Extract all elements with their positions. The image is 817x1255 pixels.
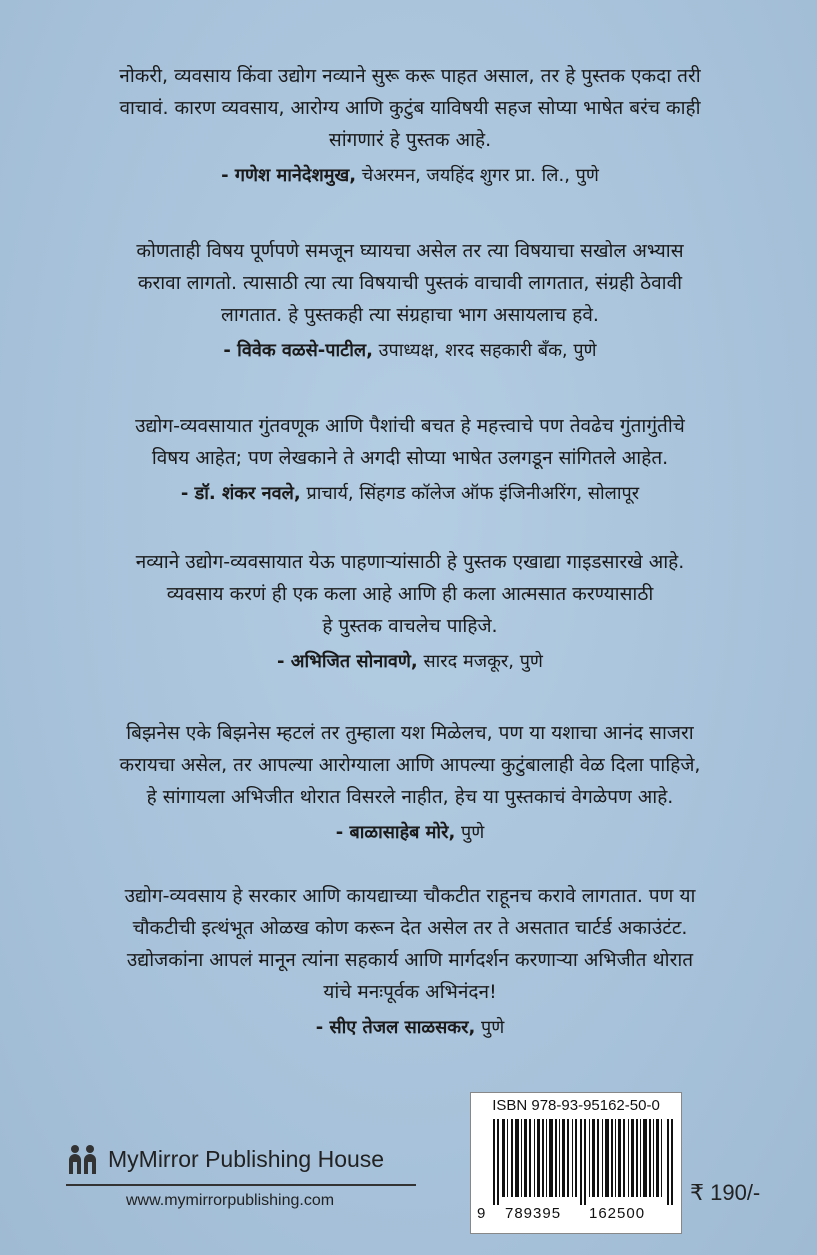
publisher-divider: [66, 1184, 416, 1186]
testimonial-line: व्यवसाय करणं ही एक कला आहे आणि ही कला आत्मसात करण्यासाठी: [166, 583, 654, 605]
publisher-url[interactable]: www.mymirrorpublishing.com: [126, 1192, 335, 1209]
barcode-bars: [493, 1119, 673, 1205]
testimonial-line: उद्योग-व्यवसाय हे सरकार आणि कायद्याच्या चौकटीत राहूनच करावे लागतात. पण या: [124, 885, 696, 907]
testimonial-line: चौकटीची इत्थंभूत ओळख कोण करून देत असेल तर ते असतात चार्टर्ड अकाउंटंट.: [132, 917, 688, 939]
testimonial-line: नोकरी, व्यवसाय किंवा उद्योग नव्याने सुरू करू पाहत असाल, तर हे पुस्तक एकदा तरी: [119, 65, 701, 87]
testimonial-attribution: [60, 162, 760, 190]
isbn-number: ISBN 978-93-95162-50-0: [492, 1097, 660, 1114]
testimonial-5: [60, 717, 760, 847]
testimonial-line: सांगणारं हे पुस्तक आहे.: [328, 129, 492, 151]
barcode-digit-first: 9: [477, 1205, 486, 1222]
barcode-digits-left: 789395: [505, 1205, 562, 1222]
testimonial-line: कोणताही विषय पूर्णपणे समजून घ्यायचा असेल तर त्या विषयाचा सखोल अभ्यास: [136, 240, 684, 262]
testimonial-author-detail: चेअरमन, जयहिंद शुगर प्रा. लि., पुणे: [356, 165, 599, 186]
testimonial-4: [60, 546, 760, 676]
testimonial-1: [60, 60, 760, 190]
testimonial-line: वाचावं. कारण व्यवसाय, आरोग्य आणि कुटुंब याविषयी सहज सोप्या भाषेत बरंच काही: [119, 97, 701, 119]
testimonial-author-detail: पुणे: [455, 822, 485, 843]
testimonial-6: [60, 880, 760, 1042]
testimonial-line: उद्योग-व्यवसायात गुंतवणूक आणि पैशांची बचत हे महत्त्वाचे पण तेवढेच गुंतागुंतीचे: [135, 415, 685, 437]
testimonial-author: - अभिजित सोनावणे,: [277, 651, 418, 672]
testimonial-author: - विवेक वळसे-पाटील,: [223, 340, 373, 361]
testimonial-attribution: [60, 480, 760, 508]
people-logo-icon: [66, 1142, 100, 1176]
testimonial-author: - बाळासाहेब मोरे,: [335, 822, 456, 843]
testimonial-line: नव्याने उद्योग-व्यवसायात येऊ पाहणाऱ्यांसाठी हे पुस्तक एखाद्या गाइडसारखे आहे.: [135, 551, 685, 573]
testimonial-line: यांचे मनःपूर्वक अभिनंदन!: [323, 981, 497, 1003]
isbn-barcode: [470, 1092, 682, 1234]
publisher-name: MyMirror Publishing House: [108, 1145, 385, 1172]
testimonial-author-detail: उपाध्यक्ष, शरद सहकारी बँक, पुणे: [372, 340, 597, 361]
testimonial-author: - गणेश मानेदेशमुख,: [221, 165, 357, 186]
testimonial-line: उद्योजकांना आपलं मानून त्यांना सहकार्य आणि मार्गदर्शन करणाऱ्या अभिजीत थोरात: [126, 949, 694, 971]
testimonial-2: [60, 235, 760, 365]
testimonial-3: [60, 410, 760, 508]
testimonial-attribution: [60, 819, 760, 847]
testimonial-author: - सीए तेजल साळसकर,: [315, 1017, 476, 1038]
testimonial-line: करावा लागतो. त्यासाठी त्या त्या विषयाची पुस्तकं वाचावी लागतात, संग्रही ठेवावी: [137, 272, 683, 294]
price-label: ₹ 190/-: [690, 1180, 761, 1205]
testimonial-author-detail: सारद मजकूर, पुणे: [417, 651, 543, 672]
testimonial-line: लागतात. हे पुस्तकही त्या संग्रहाचा भाग असायलाच हवे.: [221, 304, 599, 326]
testimonial-line: हे सांगायला अभिजीत थोरात विसरले नाहीत, हेच या पुस्तकाचं वेगळेपण आहे.: [146, 786, 674, 808]
publisher-block: [66, 1142, 426, 1210]
testimonial-attribution: [60, 337, 760, 365]
testimonial-author-detail: प्राचार्य, सिंहगड कॉलेज ऑफ इंजिनीअरिंग, सोलापूर: [300, 483, 640, 504]
barcode-digits-right: 162500: [589, 1205, 646, 1222]
testimonial-line: हे पुस्तक वाचलेच पाहिजे.: [322, 615, 498, 637]
testimonial-attribution: [60, 1014, 760, 1042]
testimonial-line: बिझनेस एके बिझनेस म्हटलं तर तुम्हाला यश मिळेलच, पण या यशाचा आनंद साजरा: [126, 722, 694, 744]
testimonial-author-detail: पुणे: [475, 1017, 505, 1038]
testimonial-attribution: [60, 648, 760, 676]
testimonial-line: विषय आहेत; पण लेखकाने ते अगदी सोप्या भाषेत उलगडून सांगितले आहेत.: [151, 447, 669, 469]
testimonial-author: - डॉ. शंकर नवले,: [180, 483, 301, 504]
publisher-logo-row: [66, 1142, 426, 1176]
testimonial-line: करायचा असेल, तर आपल्या आरोग्याला आणि आपल्या कुटुंबालाही वेळ दिला पाहिजे,: [119, 754, 701, 776]
